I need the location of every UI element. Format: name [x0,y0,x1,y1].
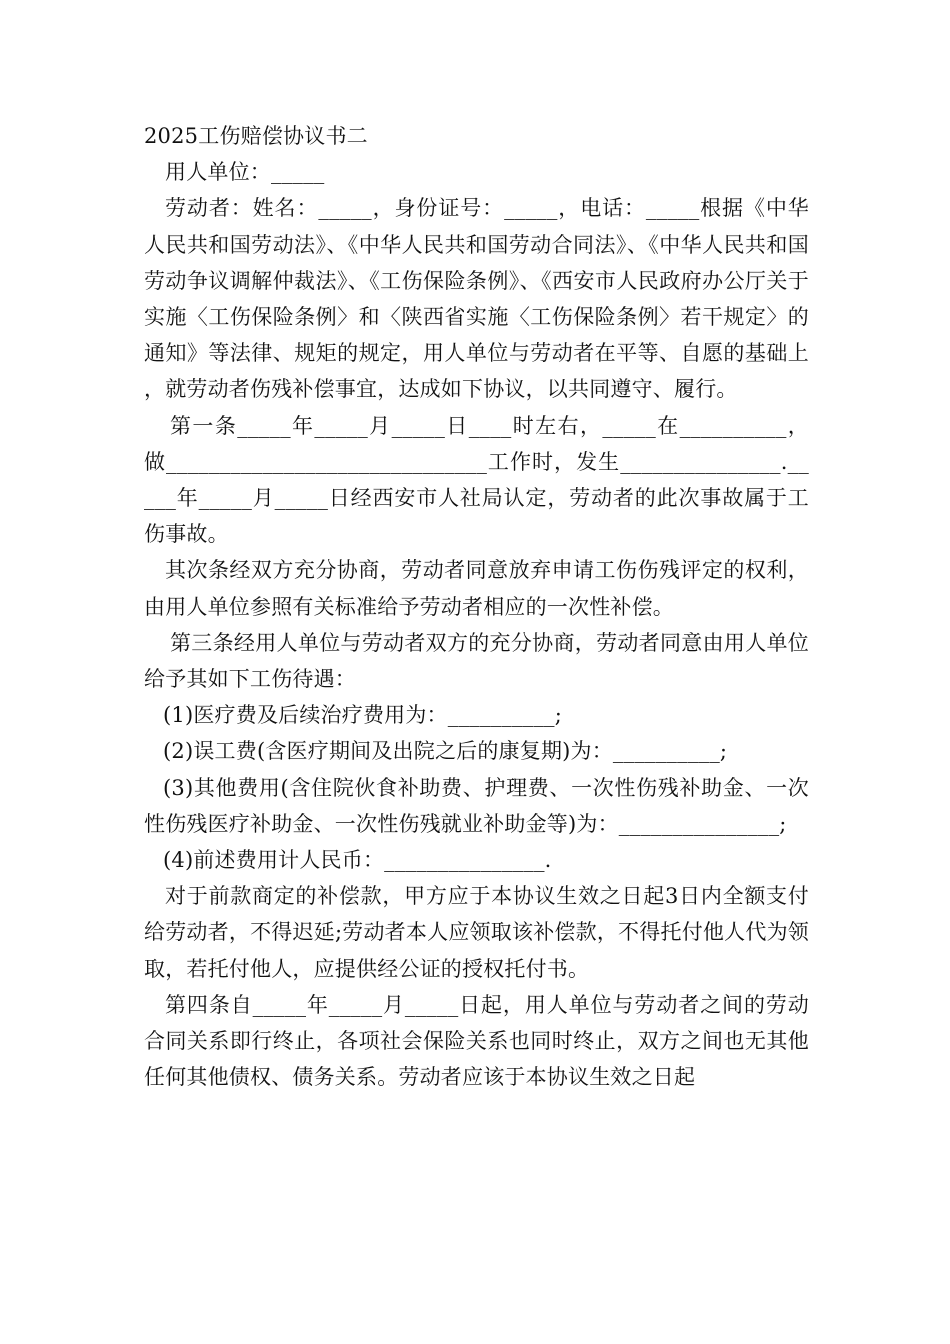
paragraph-article-3: 第三条经用人单位与劳动者双方的充分协商，劳动者同意由用人单位给予其如下工伤待遇： [144,630,809,692]
paragraph-payment-terms: 对于前款商定的补偿款，甲方应于本协议生效之日起3日内全额支付给劳动者，不得迟延;劳动者本人应领取该补偿款，不得托付他人代为领取，若托付他人，应提供经公证的授权托付书。 [144,884,809,981]
list-item-medical-fee: (1)医疗费及后续治疗费用为：__________; [163,703,563,728]
document-title: 2025工伤赔偿协议书二 [144,124,368,148]
list-item-other-fees: (3)其他费用(含住院伙食补助费、护理费、一次性伤残补助金、一次性伤残医疗补助金、一次性伤残就业补助金等)为：_______________; [144,775,809,836]
paragraph-article-1: 第一条_____年_____月_____日____时左右，_____在__________，做______________________________工作时，发生_______________._____年_____月_____日经西安市人社局认定，劳动者的此次事故属于工伤事故。 [144,413,809,547]
paragraph-worker-info: 劳动者：姓名：_____，身份证号：_____，电话：_____根据《中华人民共和国劳动法》、《中华人民共和国劳动合同法》、《中华人民共和国劳动争议调解仲裁法》、《工伤保险条例》、《西安市人民政府办公厅关于实施〈工伤保险条例〉和〈陕西省实施〈工伤保险条例〉若干规定〉的通知》等法律、规矩的规定，用人单位与劳动者在平等、自愿的基础上，就劳动者伤残补偿事宜，达成如下协议，以共同遵守、履行。 [144,196,809,402]
paragraph-employer: 用人单位：_____ [165,160,325,185]
document-body [144,118,809,1095]
paragraph-article-4: 第四条自_____年_____月_____日起，用人单位与劳动者之间的劳动合同关系即行终止，各项社会保险关系也同时终止，双方之间也无其他任何其他债权、债务关系。劳动者应该于本协议生效之日起 [144,992,809,1090]
paragraph-article-2: 其次条经双方充分协商，劳动者同意放弃申请工伤伤残评定的权利，由用人单位参照有关标准给予劳动者相应的一次性补偿。 [144,558,809,619]
list-item-lost-wages: (2)误工费(含医疗期间及出院之后的康复期)为：__________; [163,739,728,764]
list-item-total: (4)前述费用计人民币：_______________. [163,848,552,873]
